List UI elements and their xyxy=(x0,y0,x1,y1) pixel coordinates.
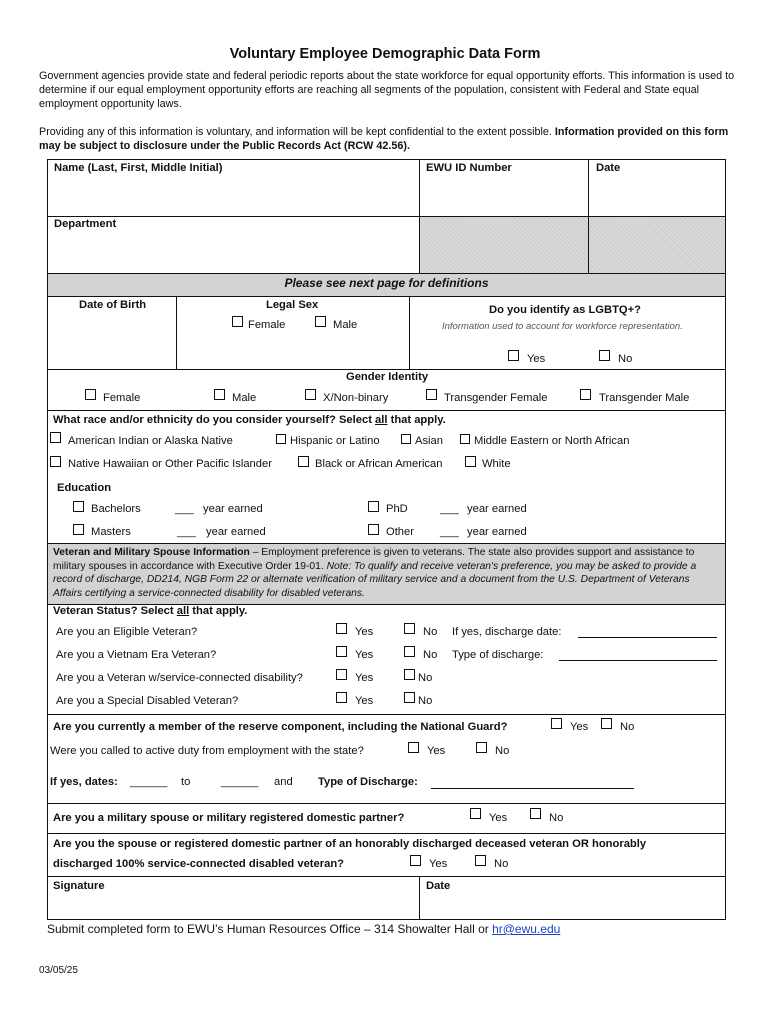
form-title: Voluntary Employee Demographic Data Form xyxy=(229,46,541,62)
education-other-label: Other xyxy=(386,526,414,538)
legal-sex-male-label: Male xyxy=(333,319,358,331)
education-label: Education xyxy=(57,482,112,494)
special-disabled-veteran-question: Are you a Special Disabled Veteran? xyxy=(56,695,239,707)
education-masters-checkbox[interactable] xyxy=(73,524,84,535)
gender-identity-label: Gender Identity xyxy=(346,371,429,383)
intro-paragraph-2-plain: Providing any of this information is voluntary, and information will be kept confidential to the extent possible. xyxy=(39,126,552,138)
gender-male-label: Male xyxy=(232,392,257,404)
special-disabled-no-checkbox[interactable] xyxy=(404,692,415,703)
education-phd-label: PhD xyxy=(386,503,408,515)
other-year-label: year earned xyxy=(467,526,527,538)
discharge-date-field[interactable] xyxy=(578,637,717,638)
discharge-date-label: If yes, discharge date: xyxy=(452,626,562,638)
to-label: to xyxy=(181,776,191,788)
race-hispanic-label: Hispanic or Latino xyxy=(290,435,380,447)
hr-email-link[interactable]: hr@ewu.edu xyxy=(492,922,561,936)
active-duty-no-checkbox[interactable] xyxy=(476,742,487,753)
dob-label: Date of Birth xyxy=(79,299,147,311)
masters-year-label: year earned xyxy=(206,526,266,538)
race-mena-checkbox[interactable] xyxy=(460,434,470,444)
lgbtq-yes-checkbox[interactable] xyxy=(508,350,519,361)
eligible-veteran-yes-label: Yes xyxy=(355,626,374,638)
vietnam-veteran-no-checkbox[interactable] xyxy=(404,646,415,657)
legal-sex-female-label: Female xyxy=(248,319,286,331)
veteran-info-note: Note: To qualify and receive veteran's preference, you may be asked to provide a record of discharge, DD214, NGB Form 22 or alternate verification of military service and a document from the U.S. Department of Veterans Affairs certifying a service-connected disability for disabled veterans. xyxy=(53,560,697,599)
race-american-indian-label: American Indian or Alaska Native xyxy=(68,435,233,447)
reserve-no-label: No xyxy=(620,721,635,733)
bachelors-year-label: year earned xyxy=(203,503,263,515)
deceased-no-checkbox[interactable] xyxy=(475,855,486,866)
eligible-veteran-no-label: No xyxy=(423,626,438,638)
spouse-no-label: No xyxy=(549,812,564,824)
footer-date: 03/05/25 xyxy=(39,965,78,976)
disabled-cell xyxy=(420,216,726,273)
race-pacific-islander-label: Native Hawaiian or Other Pacific Islander xyxy=(68,458,272,470)
and-label: and xyxy=(274,776,293,788)
race-asian-label: Asian xyxy=(415,435,443,447)
gender-nonbinary-label: X/Non-binary xyxy=(323,392,389,404)
education-other-checkbox[interactable] xyxy=(368,524,379,535)
legal-sex-male-checkbox[interactable] xyxy=(315,316,326,327)
reserve-discharge-type-label: Type of Discharge: xyxy=(318,776,418,788)
gender-trans-male-checkbox[interactable] xyxy=(580,389,591,400)
race-american-indian-checkbox[interactable] xyxy=(50,432,61,443)
race-mena-label: Middle Eastern or North African xyxy=(474,435,630,447)
active-duty-no-label: No xyxy=(495,745,510,757)
reserve-question: Are you currently a member of the reserve component, including the National Guard? xyxy=(53,721,508,733)
veteran-status-post: that apply. xyxy=(189,605,248,617)
reserve-discharge-type-field[interactable] xyxy=(431,788,634,789)
deceased-question-line1: Are you the spouse or registered domestic partner of an honorably discharged deceased veteran OR honorably xyxy=(53,838,647,850)
discharge-type-field[interactable] xyxy=(559,660,717,661)
race-question-all: all xyxy=(375,414,388,426)
veteran-info-heading: Veteran and Military Spouse Information xyxy=(53,547,250,558)
start-date-blank[interactable]: ______ xyxy=(130,776,168,788)
discharge-type-label: Type of discharge: xyxy=(452,649,544,661)
race-question xyxy=(53,414,446,426)
active-duty-question: Were you called to active duty from employment with the state? xyxy=(50,745,364,757)
gender-male-checkbox[interactable] xyxy=(214,389,225,400)
intro-paragraph-2-bold: Information provided on this form may be subject to disclosure under the Public Records Act (RCW 42.56). xyxy=(39,126,729,152)
phd-year-blank[interactable]: ___ xyxy=(440,503,459,515)
phd-year-label: year earned xyxy=(467,503,527,515)
eligible-veteran-yes-checkbox[interactable] xyxy=(336,623,347,634)
race-pacific-islander-checkbox[interactable] xyxy=(50,456,61,467)
gender-trans-female-checkbox[interactable] xyxy=(426,389,437,400)
veteran-status-question xyxy=(53,605,247,617)
race-white-label: White xyxy=(482,458,511,470)
education-masters-label: Masters xyxy=(91,526,131,538)
education-bachelors-label: Bachelors xyxy=(91,503,141,515)
gender-female-checkbox[interactable] xyxy=(85,389,96,400)
spouse-yes-label: Yes xyxy=(489,812,508,824)
intro-paragraph-1: Government agencies provide state and federal periodic reports about the state workforce for equal opportunity efforts. This information is used to determine if our equal employment opportunity efforts are reaching all segments of the population, consistent with Federal and State equal employment opportunity laws. xyxy=(39,70,735,110)
bachelors-year-blank[interactable]: ___ xyxy=(175,503,194,515)
spouse-no-checkbox[interactable] xyxy=(530,808,541,819)
eligible-veteran-question: Are you an Eligible Veteran? xyxy=(56,626,198,638)
lgbtq-note: Information used to account for workforce representation. xyxy=(442,321,683,332)
vietnam-veteran-yes-label: Yes xyxy=(355,649,374,661)
ewu-id-label: EWU ID Number xyxy=(426,162,512,174)
reserve-yes-label: Yes xyxy=(570,721,589,733)
veteran-status-pre: Veteran Status? Select xyxy=(53,605,177,617)
reserve-yes-checkbox[interactable] xyxy=(551,718,562,729)
submit-text: Submit completed form to EWU’s Human Resources Office – 314 Showalter Hall or xyxy=(47,922,493,936)
education-bachelors-checkbox[interactable] xyxy=(73,501,84,512)
intro-paragraph-2 xyxy=(39,125,739,153)
vietnam-veteran-no-label: No xyxy=(423,649,438,661)
race-black-checkbox[interactable] xyxy=(298,456,309,467)
spouse-yes-checkbox[interactable] xyxy=(470,808,481,819)
masters-year-blank[interactable]: ___ xyxy=(177,526,196,538)
eligible-veteran-no-checkbox[interactable] xyxy=(404,623,415,634)
special-disabled-yes-label: Yes xyxy=(355,695,374,707)
other-year-blank[interactable]: ___ xyxy=(440,526,459,538)
deceased-yes-label: Yes xyxy=(429,858,448,870)
veteran-info-body: – Employment preference is given to veterans. The state also provides support and assistance to military spouses in accordance with Executive Order 19-01. xyxy=(53,547,695,572)
race-white-checkbox[interactable] xyxy=(465,456,476,467)
deceased-question-line2: discharged 100% service-connected disabled veteran? xyxy=(53,858,344,870)
special-disabled-yes-checkbox[interactable] xyxy=(336,692,347,703)
signature-date-label: Date xyxy=(426,880,451,892)
disabled-veteran-yes-checkbox[interactable] xyxy=(336,669,347,680)
disabled-veteran-question: Are you a Veteran w/service-connected disability? xyxy=(56,672,303,684)
lgbtq-no-checkbox[interactable] xyxy=(599,350,610,361)
education-phd-checkbox[interactable] xyxy=(368,501,379,512)
gender-female-label: Female xyxy=(103,392,141,404)
veteran-info-text xyxy=(53,546,721,600)
legal-sex-label: Legal Sex xyxy=(266,299,319,311)
lgbtq-question: Do you identify as LGBTQ+? xyxy=(489,304,641,316)
race-asian-checkbox[interactable] xyxy=(401,434,411,444)
race-question-post: that apply. xyxy=(387,414,446,426)
department-label: Department xyxy=(54,218,117,230)
reserve-no-checkbox[interactable] xyxy=(601,718,612,729)
active-duty-yes-checkbox[interactable] xyxy=(408,742,419,753)
spouse-question: Are you a military spouse or military registered domestic partner? xyxy=(53,812,405,824)
deceased-no-label: No xyxy=(494,858,509,870)
end-date-blank[interactable]: ______ xyxy=(221,776,259,788)
gender-trans-female-label: Transgender Female xyxy=(444,392,548,404)
gender-trans-male-label: Transgender Male xyxy=(599,392,690,404)
vietnam-veteran-question: Are you a Vietnam Era Veteran? xyxy=(56,649,217,661)
lgbtq-no-label: No xyxy=(618,353,633,365)
name-label: Name (Last, First, Middle Initial) xyxy=(54,162,223,174)
special-disabled-no-label: No xyxy=(418,695,433,707)
race-hispanic-checkbox[interactable] xyxy=(276,434,286,444)
vietnam-veteran-yes-checkbox[interactable] xyxy=(336,646,347,657)
gender-nonbinary-checkbox[interactable] xyxy=(305,389,316,400)
active-duty-yes-label: Yes xyxy=(427,745,446,757)
deceased-yes-checkbox[interactable] xyxy=(410,855,421,866)
disabled-veteran-no-checkbox[interactable] xyxy=(404,669,415,680)
race-black-label: Black or African American xyxy=(315,458,443,470)
lgbtq-yes-label: Yes xyxy=(527,353,546,365)
legal-sex-female-checkbox[interactable] xyxy=(232,316,243,327)
dates-label-text: If yes, dates: xyxy=(50,776,118,788)
dates-label xyxy=(50,776,118,788)
signature-label: Signature xyxy=(53,880,105,892)
veteran-status-all: all xyxy=(176,605,190,617)
race-question-pre: What race and/or ethnicity do you consider yourself? Select xyxy=(53,414,376,426)
disabled-veteran-no-label: No xyxy=(418,672,433,684)
disabled-veteran-yes-label: Yes xyxy=(355,672,374,684)
definitions-note: Please see next page for definitions xyxy=(284,276,489,290)
submit-instructions xyxy=(47,922,560,936)
date-label: Date xyxy=(596,162,621,174)
